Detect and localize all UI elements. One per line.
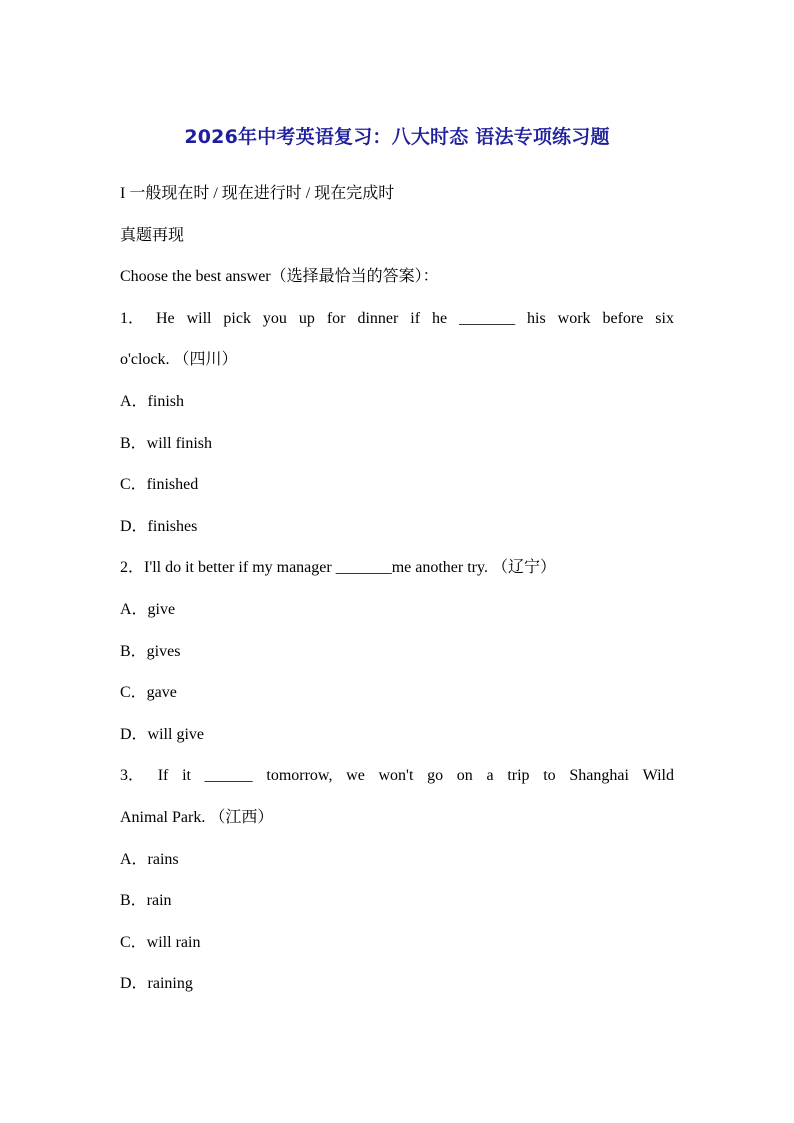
stem-word: we [346, 767, 365, 784]
stem-word: Wild [642, 767, 674, 784]
stem-word: you [262, 310, 287, 327]
stem-word: 3． [120, 767, 145, 784]
question-3-stem [120, 766, 674, 786]
question-1-option-a: A．finish [120, 393, 185, 410]
question-2-option-b: B．gives [120, 643, 181, 660]
stem-word: trip [507, 767, 530, 784]
stem-word: up [298, 310, 315, 327]
stem-word: for [326, 310, 346, 327]
stem-word: dinner [357, 310, 399, 327]
question-3-option-a: A．rains [120, 851, 179, 868]
question-2-option-d: D．will give [120, 726, 204, 743]
instruction: Choose the best answer（选择最恰当的答案）： [120, 268, 439, 285]
stem-word: Shanghai [569, 767, 629, 784]
stem-word: before [602, 310, 644, 327]
stem-word: ______ [204, 767, 253, 784]
subheading: 真题再现 [120, 227, 185, 244]
stem-word: his [527, 310, 546, 327]
question-2-option-c: C．gave [120, 684, 177, 701]
stem-word: to [543, 767, 556, 784]
question-3-stem-continued: Animal Park. （江西） [120, 809, 274, 826]
stem-word: If [157, 767, 169, 784]
stem-word: it [182, 767, 191, 784]
question-1-stem [120, 309, 674, 329]
page-title: 2026年中考英语复习：八大时态 语法专项练习题 [184, 126, 610, 148]
stem-word: if [410, 310, 421, 327]
stem-word: a [486, 767, 494, 784]
section-heading: I 一般现在时 / 现在进行时 / 现在完成时 [120, 185, 395, 202]
stem-word: 1． [120, 310, 145, 327]
question-1-option-b: B．will finish [120, 435, 213, 452]
question-3-option-b: B．rain [120, 892, 172, 909]
stem-word: He [155, 310, 175, 327]
stem-word: won't [378, 767, 414, 784]
stem-word: he [432, 310, 448, 327]
stem-word: tomorrow, [266, 767, 333, 784]
question-3-option-c: C．will rain [120, 934, 201, 951]
question-2-stem: 2．I'll do it better if my manager _______me another try. （辽宁） [120, 559, 556, 576]
stem-word: _______ [459, 310, 516, 327]
stem-word: on [456, 767, 473, 784]
question-1-option-d: D．finishes [120, 518, 198, 535]
question-1-option-c: C．finished [120, 476, 199, 493]
stem-word: six [655, 310, 674, 327]
stem-word: work [557, 310, 591, 327]
stem-word: go [427, 767, 444, 784]
stem-word: will [186, 310, 212, 327]
question-2-option-a: A．give [120, 601, 176, 618]
question-3-option-d: D．raining [120, 975, 193, 992]
stem-word: pick [223, 310, 251, 327]
question-1-stem-continued: o'clock. （四川） [120, 351, 238, 368]
